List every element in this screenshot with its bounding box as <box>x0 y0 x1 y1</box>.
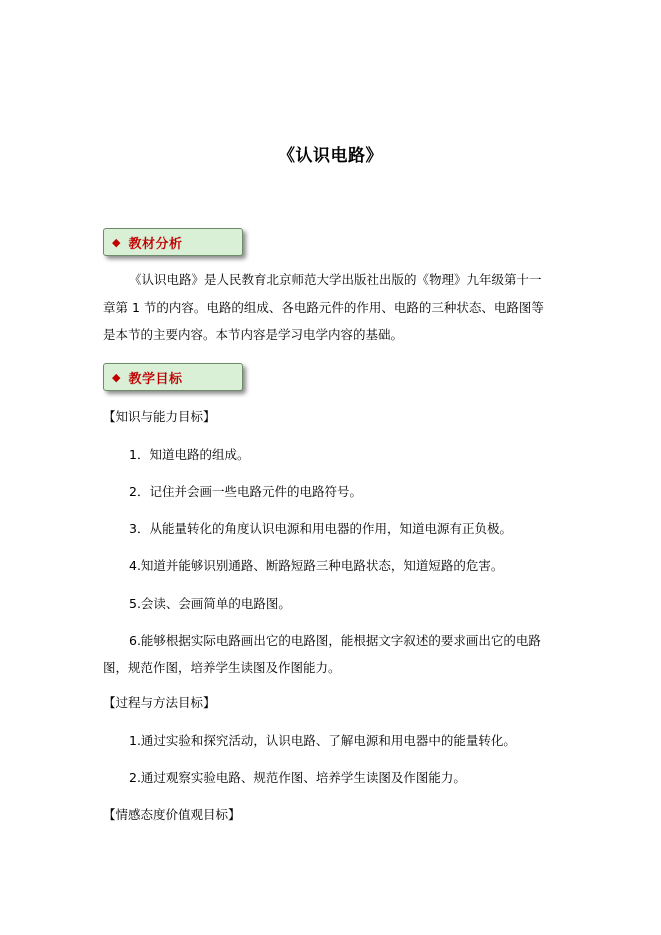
knowledge-item-1: 1．知道电路的组成。 <box>129 447 250 462</box>
process-item-1: 1.通过实验和探究活动，认识电路、了解电源和用电器中的能量转化。 <box>129 733 516 748</box>
knowledge-item-6-cont: 图，规范作图，培养学生读图及作图能力。 <box>103 660 341 675</box>
knowledge-item-4: 4.知道并能够识别通路、断路短路三种电路状态，知道短路的危害。 <box>129 558 504 573</box>
knowledge-item-3: 3．从能量转化的角度认识电源和用电器的作用，知道电源有正负极。 <box>129 521 512 536</box>
analysis-line-1: 《认识电路》是人民教育北京师范大学出版社出版的《物理》九年级第十一 <box>129 272 542 287</box>
page-title: 《认识电路》 <box>278 146 383 166</box>
process-heading: 【过程与方法目标】 <box>103 695 216 710</box>
section-heading-analysis <box>103 228 243 256</box>
knowledge-item-6: 6.能够根据实际电路画出它的电路图，能根据文字叙述的要求画出它的电路 <box>129 633 541 648</box>
diamond-icon: ◆ <box>112 370 121 384</box>
section-heading-goals <box>103 363 243 391</box>
knowledge-item-5: 5.会读、会画简单的电路图。 <box>129 596 291 611</box>
section-heading-label: 教学目标 <box>128 371 183 387</box>
analysis-line-2: 章第 1 节的内容。电路的组成、各电路元件的作用、电路的三种状态、电路图等 <box>103 300 544 315</box>
knowledge-item-2: 2．记住并会画一些电路元件的电路符号。 <box>129 484 362 499</box>
section-heading-label: 教材分析 <box>128 236 183 252</box>
process-item-2: 2.通过观察实验电路、规范作图、培养学生读图及作图能力。 <box>129 770 466 785</box>
knowledge-heading: 【知识与能力目标】 <box>103 409 216 424</box>
diamond-icon: ◆ <box>112 235 121 249</box>
emotion-heading: 【情感态度价值观目标】 <box>103 807 241 822</box>
analysis-line-3: 是本节的主要内容。本节内容是学习电学内容的基础。 <box>103 327 404 342</box>
